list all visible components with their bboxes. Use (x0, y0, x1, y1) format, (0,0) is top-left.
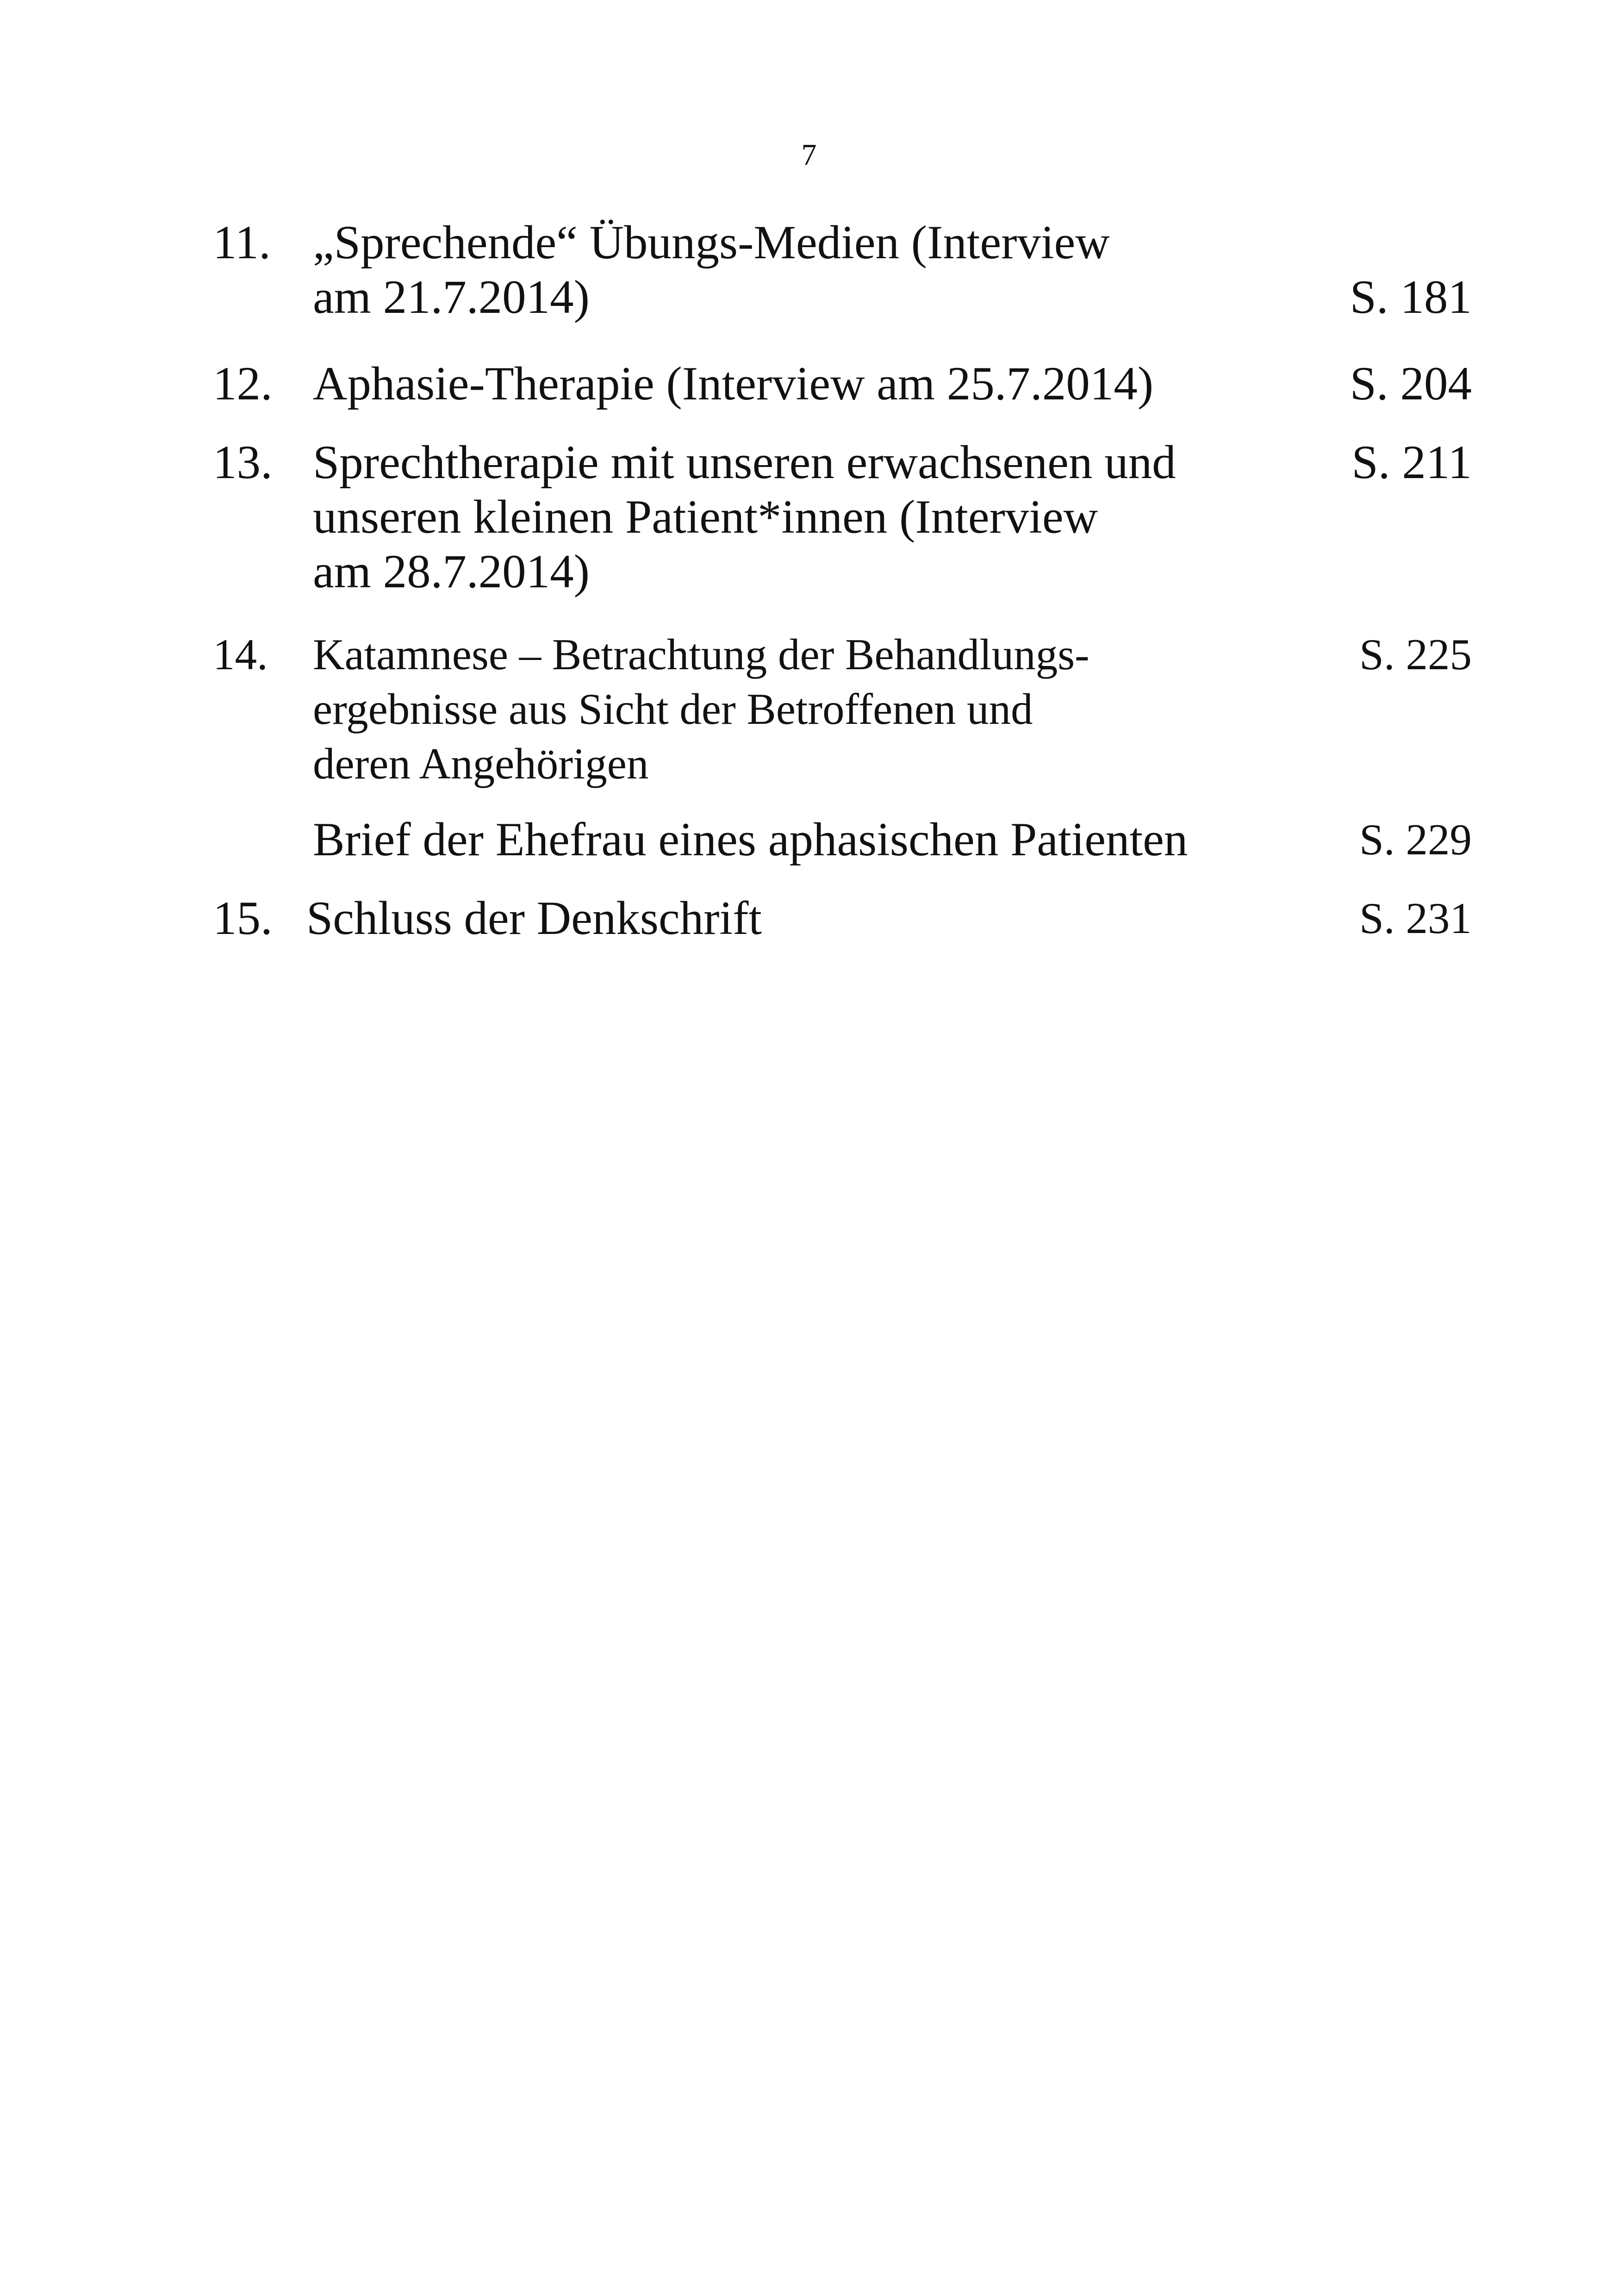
toc-entry-page: S. 181 (1350, 271, 1472, 324)
toc-entry-14 (0, 627, 1618, 791)
page-number: 7 (801, 138, 817, 172)
toc-entry-page: S. 225 (1359, 630, 1472, 679)
toc-entry-page: S. 229 (1359, 815, 1472, 864)
toc-entry-title: Sprechtherapie mit unseren erwachsenen und unseren kleinen Patient*innen (Interview am 28.7.2014) (313, 436, 1176, 598)
toc-entry-title: Brief der Ehefrau eines aphasischen Patienten (313, 813, 1188, 866)
toc-entry-number: 12. (213, 357, 273, 410)
toc-entry-number: 11. (213, 216, 271, 269)
toc-entry-brief (0, 812, 1618, 867)
toc-entry-page: S. 211 (1351, 436, 1472, 489)
toc-entry-12 (0, 356, 1618, 411)
toc-entry-page: S. 231 (1359, 894, 1472, 943)
toc-entry-title: Katamnese – Betrachtung der Behandlungs- ergebnisse aus Sicht der Betroffenen und deren Angehörigen (313, 630, 1089, 788)
toc-entry-number: 15. (213, 892, 273, 945)
toc-entry-title: „Sprechende“ Übungs-Medien (Interview am 21.7.2014) (313, 216, 1110, 324)
toc-entry-number: 13. (213, 436, 273, 489)
toc-entry-15 (0, 891, 1618, 946)
toc-entry-title: Aphasie-Therapie (Interview am 25.7.2014) (313, 357, 1154, 410)
toc-entry-page: S. 204 (1350, 357, 1472, 410)
toc-entry-11 (0, 215, 1618, 324)
toc-entry-number: 14. (213, 630, 268, 679)
toc-entry-13 (0, 435, 1618, 599)
toc-entry-title: Schluss der Denkschrift (306, 892, 762, 945)
